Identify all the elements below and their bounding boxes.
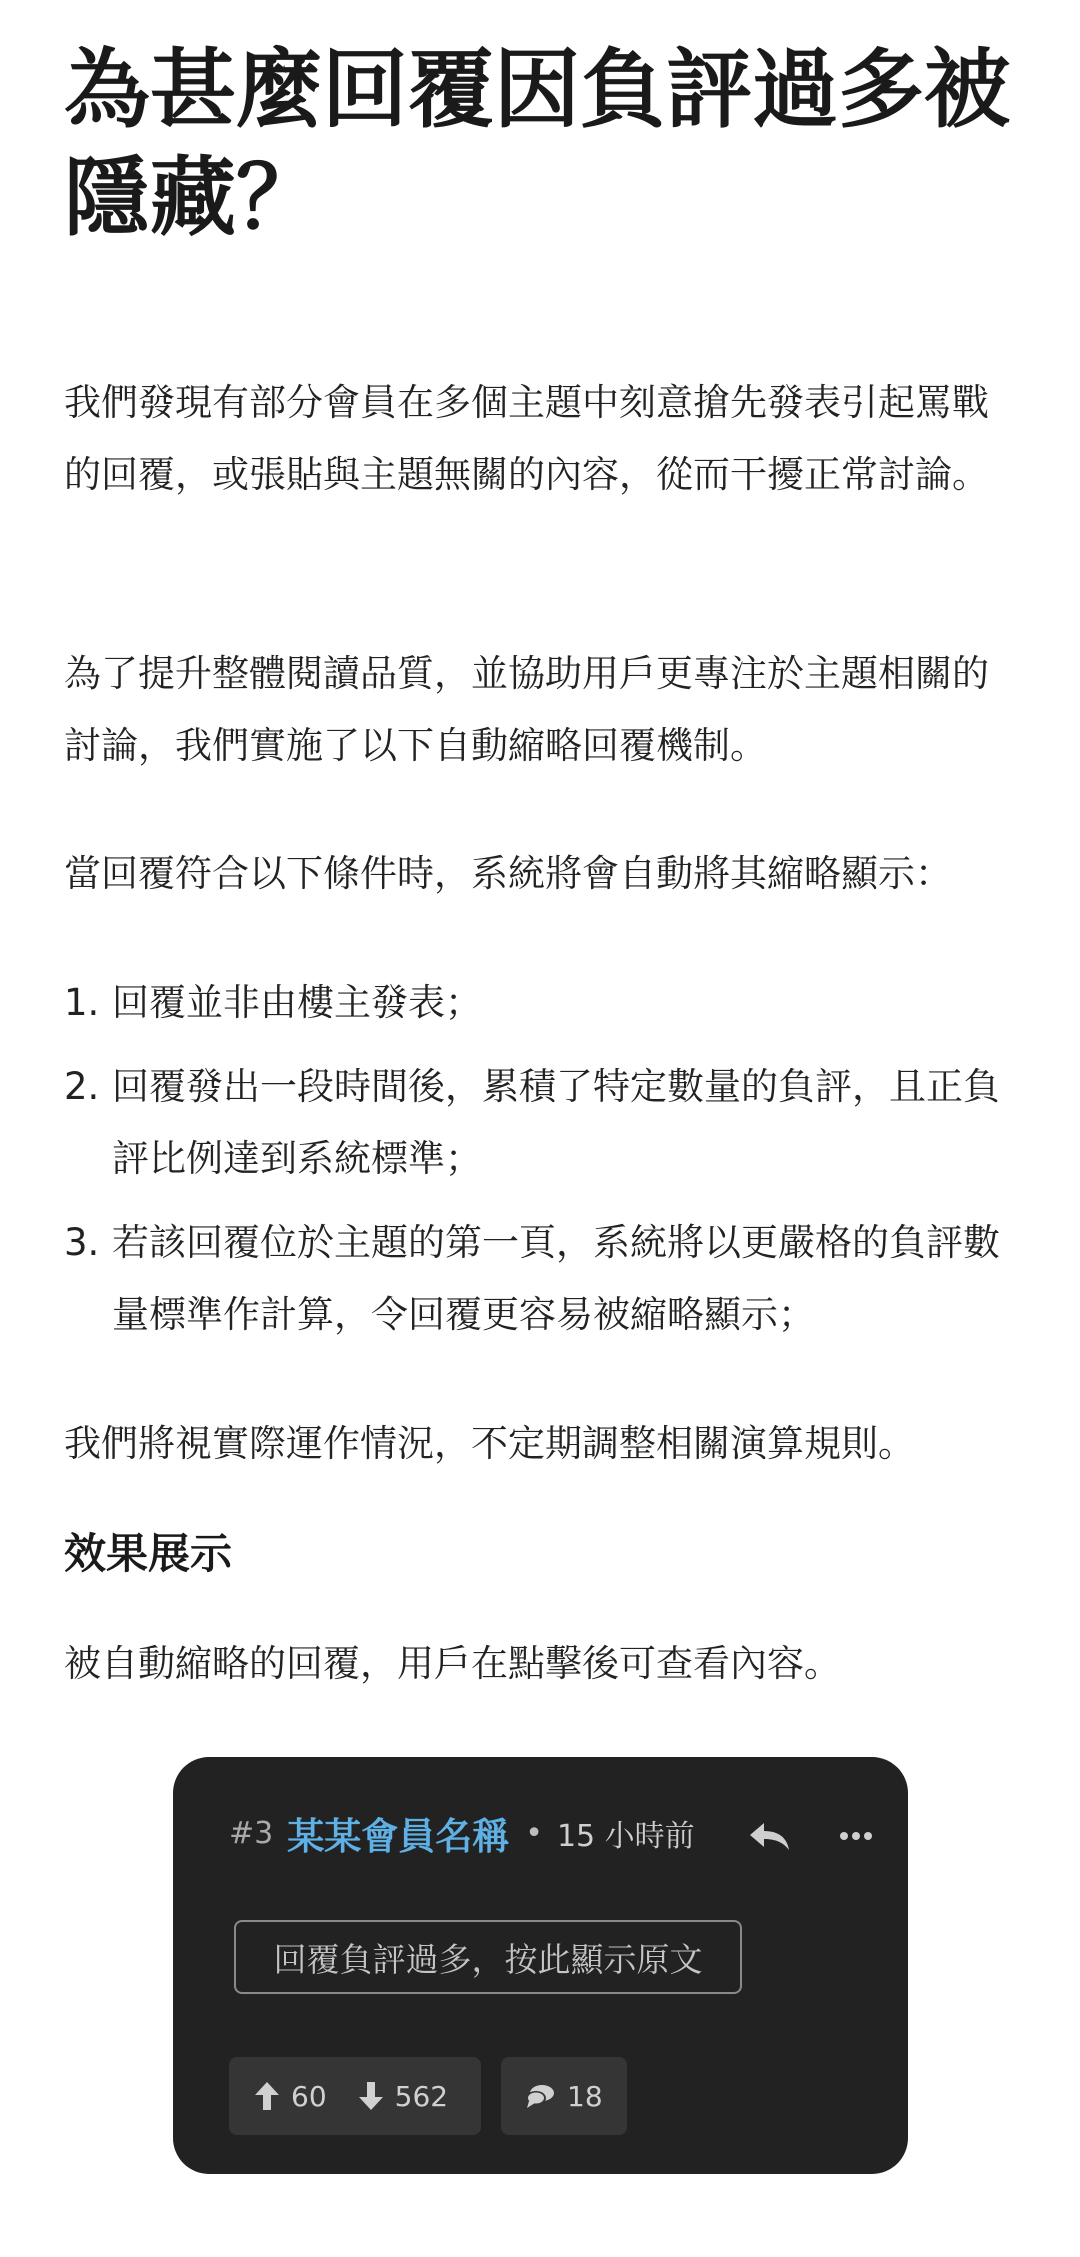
vote-panel [229,2057,481,2135]
condition-number: 3. [64,1221,100,1264]
separator-dot: • [525,1815,543,1851]
member-name-link[interactable]: 某某會員名稱 [287,1815,510,1858]
arrow-down-icon[interactable] [357,2080,385,2112]
conditions-list [64,967,1014,1363]
adjustment-paragraph: 我們將視實際運作情況，不定期調整相關演算規則。 [64,1422,915,1465]
condition-number: 1. [64,981,100,1024]
condition-text: 回覆發出一段時間後，累積了特定數量的負評，且正負評比例達到系統標準； [112,1065,1000,1180]
more-icon[interactable] [836,1819,876,1853]
condition-item [64,1207,1014,1351]
show-original-button[interactable]: 回覆負評過多，按此顯示原文 [234,1920,742,1994]
demo-subheading: 效果展示 [64,1529,233,1578]
condition-item [64,1051,1014,1195]
collapsed-reply-demo-card [173,1757,908,2174]
condition-text: 回覆並非由樓主發表； [112,981,482,1024]
conditions-intro: 當回覆符合以下條件時，系統將會自動將其縮略顯示： [64,852,952,895]
comment-icon [525,2082,555,2110]
intro-paragraph: 我們發現有部分會員在多個主題中刻意搶先發表引起罵戰的回覆，或張貼與主題無關的內容，從而干擾正常討論。 [64,381,989,496]
demo-description: 被自動縮略的回覆，用戶在點擊後可查看內容。 [64,1642,841,1685]
downvote-count: 562 [394,2079,449,2113]
comment-count: 18 [567,2079,603,2113]
comment-panel[interactable] [501,2057,627,2135]
reply-icon[interactable] [748,1819,792,1853]
condition-text: 若該回覆位於主題的第一頁，系統將以更嚴格的負評數量標準作計算，令回覆更容易被縮略顯示； [112,1221,1000,1336]
condition-number: 2. [64,1065,100,1108]
article-title: 為甚麼回覆因負評過多被隱藏？ [64,40,1010,248]
purpose-paragraph: 為了提升整體閱讀品質，並協助用戶更專注於主題相關的討論，我們實施了以下自動縮略回覆機制。 [64,652,989,767]
post-time: 15 小時前 [556,1819,695,1854]
condition-item [64,967,1014,1039]
upvote-count: 60 [291,2079,327,2113]
arrow-up-icon[interactable] [253,2080,281,2112]
post-number: #3 [229,1815,274,1851]
